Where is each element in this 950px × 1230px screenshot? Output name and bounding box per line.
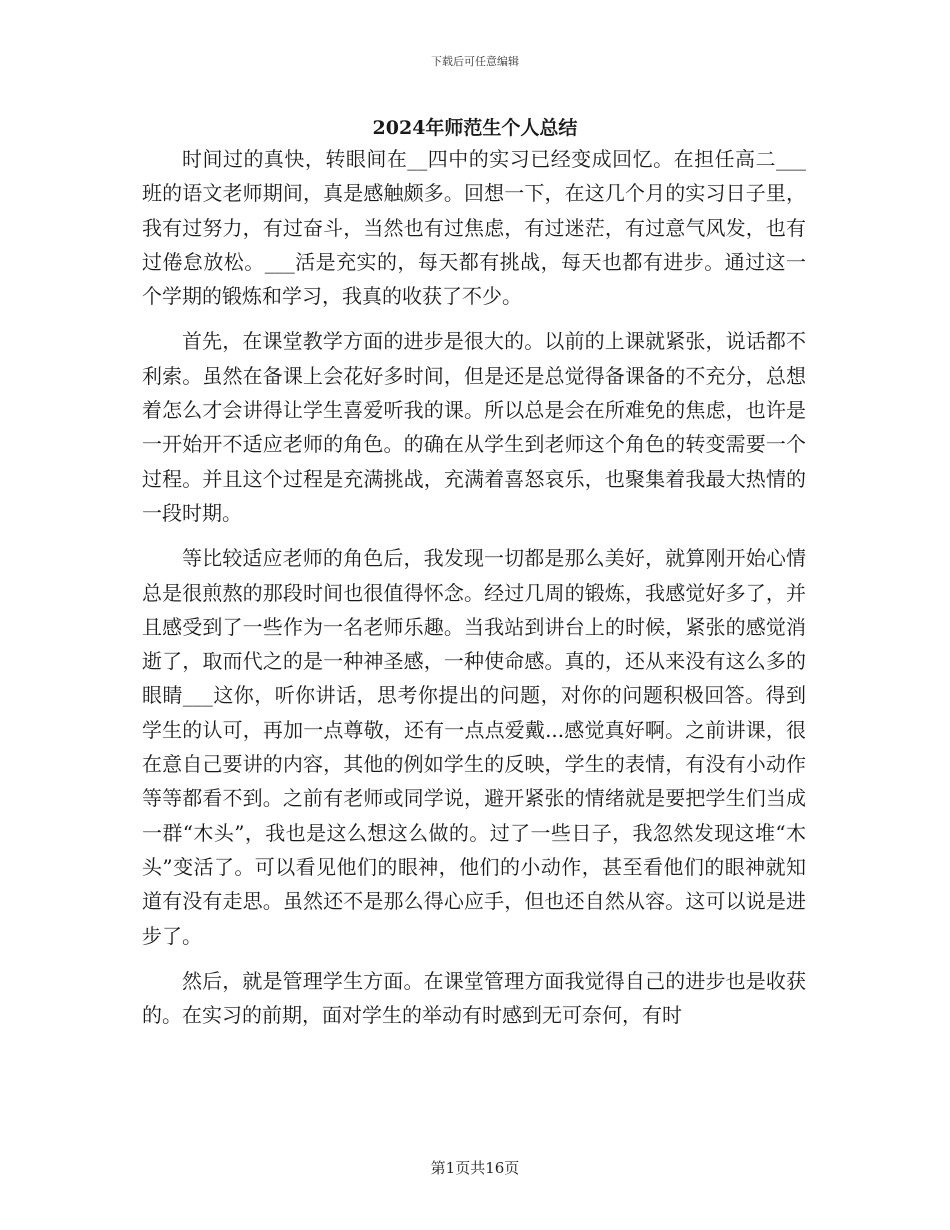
page-number: 第1页共16页 (430, 1159, 520, 1177)
paragraph-1: 时间过的真快，转眼间在__四中的实习已经变成回忆。在担任高二___班的语文老师期间，真是感触颇多。回想一下，在这几个月的实习日子里，我有过努力，有过奋斗，当然也有过焦虑，有过迷茫，有过意气风发，也有过倦怠放松。___活是充实的，每天都有挑战，每天也都有进步。通过这一个学期的锻炼和学习，我真的收获了不少。 (142, 147, 806, 309)
document-body (142, 142, 806, 1032)
paragraph-4: 然后，就是管理学生方面。在课堂管理方面我觉得自己的进步也是收获的。在实习的前期，面对学生的举动有时感到无可奈何，有时 (142, 968, 806, 1028)
page-title: 2024年师范生个人总结 (372, 117, 578, 139)
paragraph-2: 首先，在课堂教学方面的进步是很大的。以前的上课就紧张，说话都不利索。虽然在备课上会花好多时间，但是还是总觉得备课备的不充分，总想着怎么才会讲得让学生喜爱听我的课。所以总是会在所难免的焦虑，也许是一开始开不适应老师的角色。的确在从学生到老师这个角色的转变需要一个过程。并且这个过程是充满挑战，充满着喜怒哀乐，也聚集着我最大热情的一段时期。 (142, 329, 806, 525)
paragraph-3: 等比较适应老师的角色后，我发现一切都是那么美好，就算刚开始心情总是很煎熬的那段时间也很值得怀念。经过几周的锻炼，我感觉好多了，并且感受到了一些作为一名老师乐趣。当我站到讲台上的时候，紧张的感觉消逝了，取而代之的是一种神圣感，一种使命感。真的，还从来没有这么多的眼睛___这你，听你讲话，思考你提出的问题，对你的问题积极回答。得到学生的认可，再加一点尊敬，还有一点点爱戴...感觉真好啊。之前讲课，很在意自己要讲的内容，其他的例如学生的反映，学生的表情，有没有小动作等等都看不到。之前有老师或同学说，避开紧张的情绪就是要把学生们当成一群“木头”，我也是这么想这么做的。过了一些日子，我忽然发现这堆“木头”变活了。可以看见他们的眼神，他们的小动作，甚至看他们的眼神就知道有没有走思。虽然还不是那么得心应手，但也还自然从容。这可以说是进步了。 (142, 546, 806, 948)
header-note: 下载后可任意编辑 (431, 55, 519, 68)
